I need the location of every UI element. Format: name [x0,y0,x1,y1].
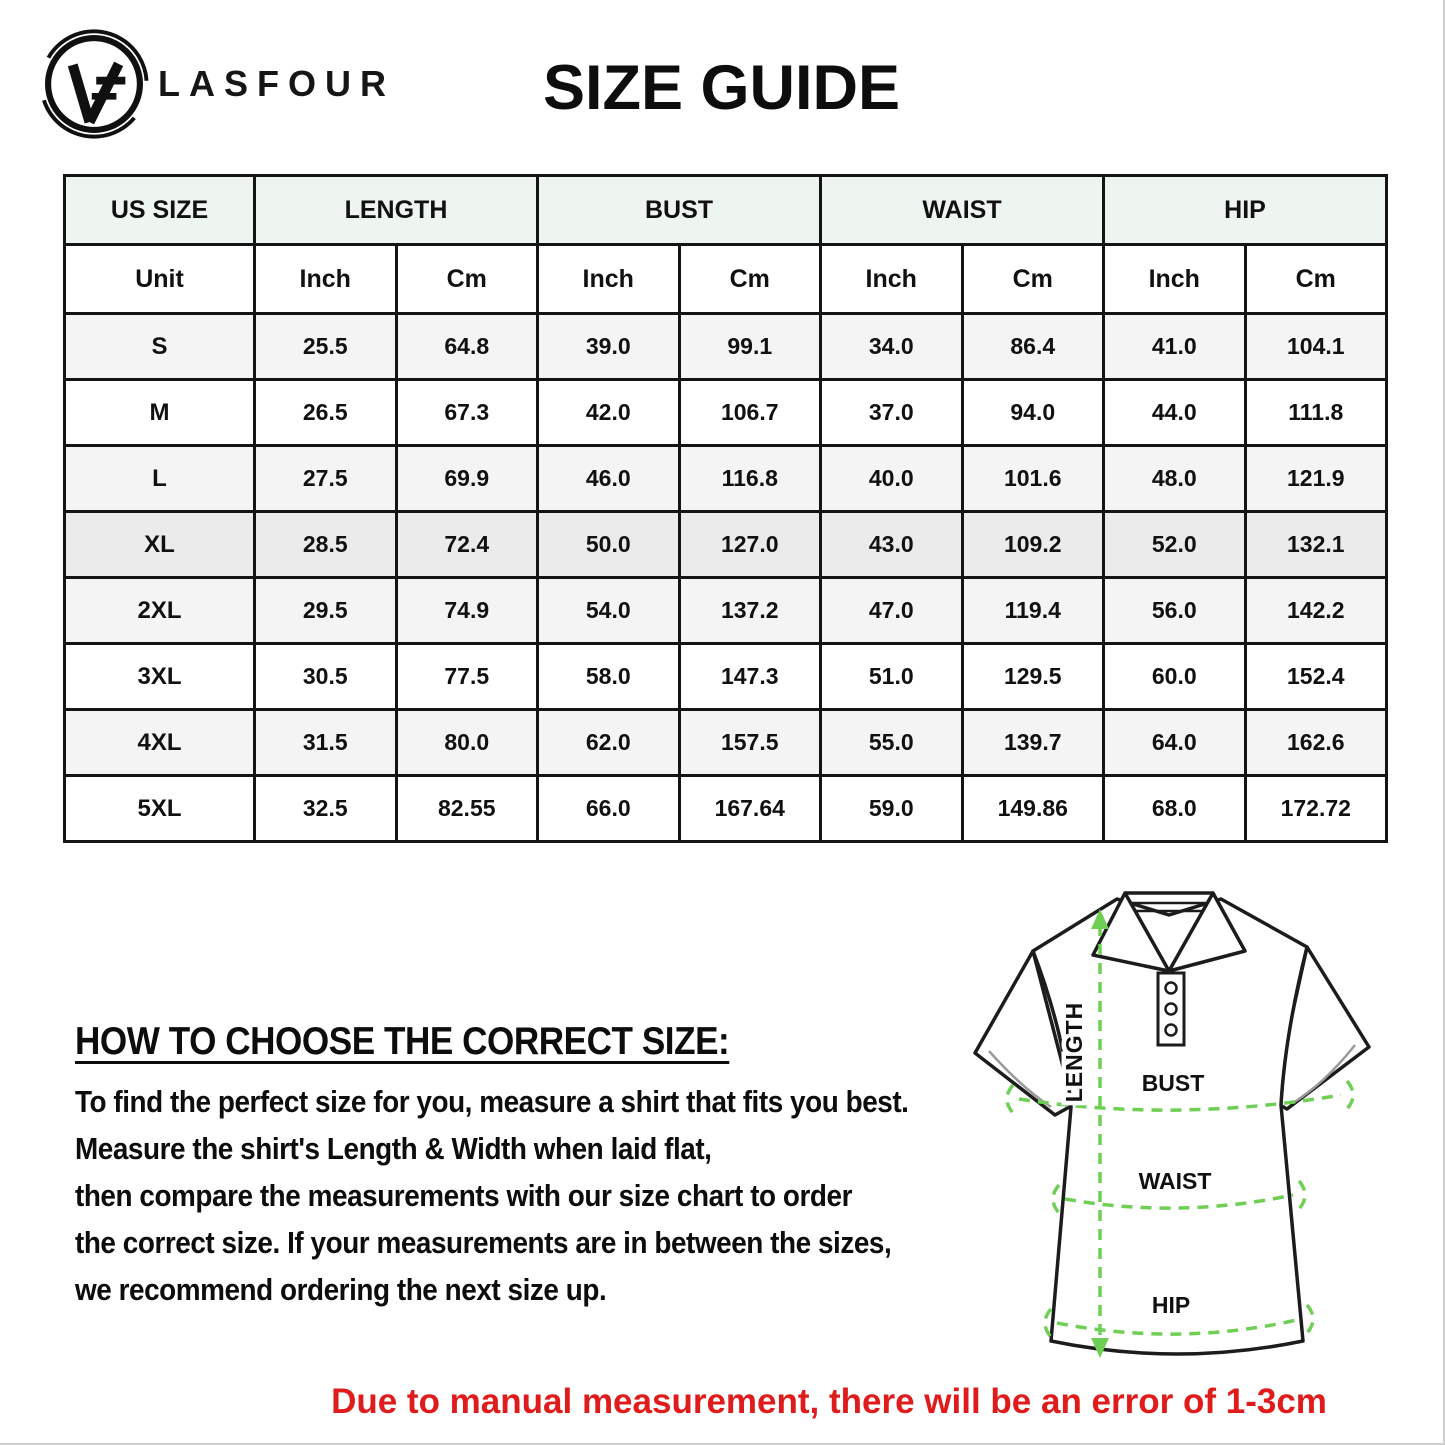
col-hip: HIP [1104,176,1387,245]
cell: 121.9 [1245,446,1387,512]
length-label: LENGTH [1061,1001,1087,1103]
how-to-line: we recommend ordering the next size up. [75,1272,607,1307]
size-label: 3XL [65,644,255,710]
unit-cm: Cm [1245,245,1387,314]
cell: 31.5 [255,710,397,776]
col-us-size: US SIZE [65,176,255,245]
cell: 44.0 [1104,380,1246,446]
cell: 142.2 [1245,578,1387,644]
table-header-row [65,176,1387,245]
cell: 56.0 [1104,578,1246,644]
polo-shirt-icon [955,855,1445,1370]
cell: 129.5 [962,644,1104,710]
cell: 162.6 [1245,710,1387,776]
unit-cm: Cm [962,245,1104,314]
cell: 82.55 [396,776,538,842]
cell: 37.0 [821,380,963,446]
table-row-2xl [65,578,1387,644]
measurement-error-note: Due to manual measurement, there will be an error of 1-3cm [331,1382,1327,1421]
cell: 167.64 [679,776,821,842]
unit-inch: Inch [821,245,963,314]
cell: 46.0 [538,446,680,512]
unit-cm: Cm [396,245,538,314]
cell: 60.0 [1104,644,1246,710]
cell: 119.4 [962,578,1104,644]
col-waist: WAIST [821,176,1104,245]
table-unit-row [65,245,1387,314]
cell: 30.5 [255,644,397,710]
cell: 137.2 [679,578,821,644]
cell: 68.0 [1104,776,1246,842]
cell: 64.8 [396,314,538,380]
table-row-m [65,380,1387,446]
cell: 77.5 [396,644,538,710]
size-label: 2XL [65,578,255,644]
table-row-l [65,446,1387,512]
cell: 50.0 [538,512,680,578]
table-row-5xl [65,776,1387,842]
cell: 48.0 [1104,446,1246,512]
cell: 132.1 [1245,512,1387,578]
cell: 111.8 [1245,380,1387,446]
cell: 54.0 [538,578,680,644]
how-to-line: Measure the shirt's Length & Width when laid flat, [75,1131,712,1166]
size-label: 4XL [65,710,255,776]
cell: 40.0 [821,446,963,512]
cell: 139.7 [962,710,1104,776]
size-label: L [65,446,255,512]
waist-label: WAIST [1138,1168,1212,1194]
cell: 172.72 [1245,776,1387,842]
cell: 67.3 [396,380,538,446]
cell: 29.5 [255,578,397,644]
unit-cm: Cm [679,245,821,314]
hip-label: HIP [1151,1292,1191,1318]
unit-inch: Inch [1104,245,1246,314]
size-label: 5XL [65,776,255,842]
cell: 39.0 [538,314,680,380]
cell: 52.0 [1104,512,1246,578]
cell: 147.3 [679,644,821,710]
table-row-s [65,314,1387,380]
cell: 62.0 [538,710,680,776]
cell: 127.0 [679,512,821,578]
cell: 149.86 [962,776,1104,842]
cell: 109.2 [962,512,1104,578]
how-to-line: the correct size. If your measurements are in between the sizes, [75,1225,892,1260]
size-label: S [65,314,255,380]
cell: 41.0 [1104,314,1246,380]
unit-inch: Inch [255,245,397,314]
cell: 58.0 [538,644,680,710]
how-to-section [75,1020,1038,1313]
cell: 32.5 [255,776,397,842]
cell: 106.7 [679,380,821,446]
brand-name: LASFOUR [158,63,395,104]
unit-label: Unit [65,245,255,314]
cell: 80.0 [396,710,538,776]
col-bust: BUST [538,176,821,245]
cell: 72.4 [396,512,538,578]
how-to-line: then compare the measurements with our size chart to order [75,1178,852,1213]
table-row-xl [65,512,1387,578]
cell: 64.0 [1104,710,1246,776]
cell: 42.0 [538,380,680,446]
cell: 51.0 [821,644,963,710]
cell: 43.0 [821,512,963,578]
cell: 116.8 [679,446,821,512]
cell: 66.0 [538,776,680,842]
size-label: M [65,380,255,446]
cell: 74.9 [396,578,538,644]
col-length: LENGTH [255,176,538,245]
page-title: SIZE GUIDE [542,53,901,123]
cell: 157.5 [679,710,821,776]
cell: 152.4 [1245,644,1387,710]
cell: 86.4 [962,314,1104,380]
table-row-3xl [65,644,1387,710]
cell: 34.0 [821,314,963,380]
bust-label: BUST [1141,1070,1205,1096]
cell: 59.0 [821,776,963,842]
cell: 69.9 [396,446,538,512]
cell: 104.1 [1245,314,1387,380]
unit-inch: Inch [538,245,680,314]
cell: 27.5 [255,446,397,512]
how-to-line: To find the perfect size for you, measure a shirt that fits you best. [75,1084,909,1119]
shirt-measurement-diagram [955,855,1445,1370]
cell: 99.1 [679,314,821,380]
size-chart-table [63,174,1388,843]
cell: 55.0 [821,710,963,776]
how-to-heading: HOW TO CHOOSE THE CORRECT SIZE: [75,1020,730,1063]
cell: 47.0 [821,578,963,644]
cell: 101.6 [962,446,1104,512]
table-row-4xl [65,710,1387,776]
cell: 28.5 [255,512,397,578]
cell: 25.5 [255,314,397,380]
cell: 26.5 [255,380,397,446]
size-label: XL [65,512,255,578]
cell: 94.0 [962,380,1104,446]
